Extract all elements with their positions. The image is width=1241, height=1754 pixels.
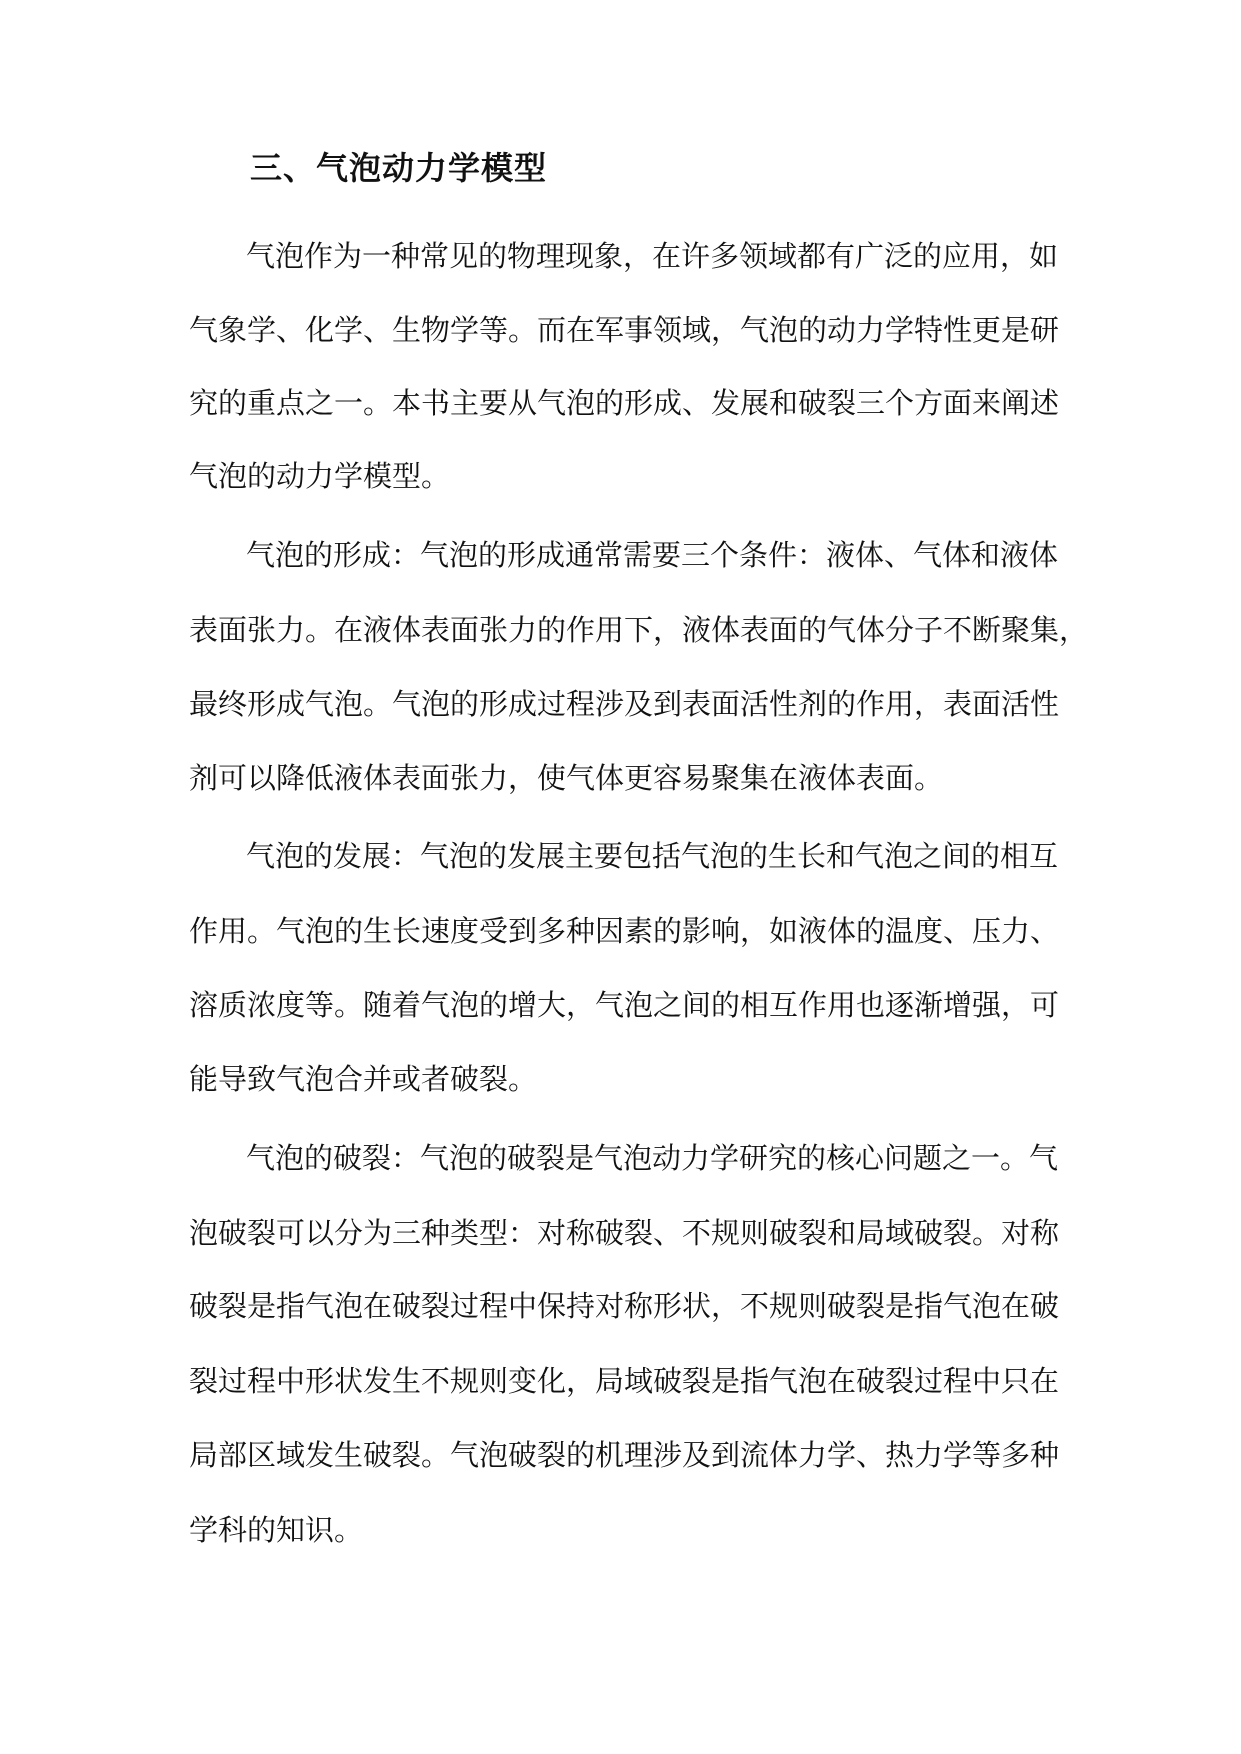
paragraph-3-line-1: 气泡的发展：气泡的发展主要包括气泡的生长和气泡之间的相互 [246,839,1059,873]
paragraph-2-line-4: 剂可以降低液体表面张力，使气体更容易聚集在液体表面。 [189,761,944,795]
paragraph-3-line-2: 作用。气泡的生长速度受到多种因素的影响，如液体的温度、压力、 [189,914,1060,948]
paragraph-2-line-2: 表面张力。在液体表面张力的作用下，液体表面的气体分子不断聚集， [189,613,1089,647]
paragraph-1-line-2: 气象学、化学、生物学等。而在军事领域，气泡的动力学特性更是研 [189,313,1060,347]
paragraph-1-line-4: 气泡的动力学模型。 [189,459,451,493]
paragraph-2-line-1: 气泡的形成：气泡的形成通常需要三个条件：液体、气体和液体 [246,538,1059,572]
paragraph-3-line-3: 溶质浓度等。随着气泡的增大，气泡之间的相互作用也逐渐增强，可 [189,988,1060,1022]
section-heading: 三、气泡动力学模型 [250,149,548,187]
paragraph-4-line-2: 泡破裂可以分为三种类型：对称破裂、不规则破裂和局域破裂。对称 [189,1216,1060,1250]
paragraph-3-line-4: 能导致气泡合并或者破裂。 [189,1062,538,1096]
paragraph-1-line-1: 气泡作为一种常见的物理现象，在许多领域都有广泛的应用，如 [246,239,1059,273]
paragraph-1-line-3: 究的重点之一。本书主要从气泡的形成、发展和破裂三个方面来阐述 [189,386,1060,420]
paragraph-4-line-6: 学科的知识。 [189,1513,364,1547]
paragraph-4-line-3: 破裂是指气泡在破裂过程中保持对称形状，不规则破裂是指气泡在破 [189,1289,1060,1323]
paragraph-4-line-1: 气泡的破裂：气泡的破裂是气泡动力学研究的核心问题之一。气 [246,1141,1059,1175]
paragraph-4-line-4: 裂过程中形状发生不规则变化，局域破裂是指气泡在破裂过程中只在 [189,1364,1060,1398]
paragraph-4-line-5: 局部区域发生破裂。气泡破裂的机理涉及到流体力学、热力学等多种 [189,1438,1060,1472]
paragraph-2-line-3: 最终形成气泡。气泡的形成过程涉及到表面活性剂的作用，表面活性 [189,687,1060,721]
